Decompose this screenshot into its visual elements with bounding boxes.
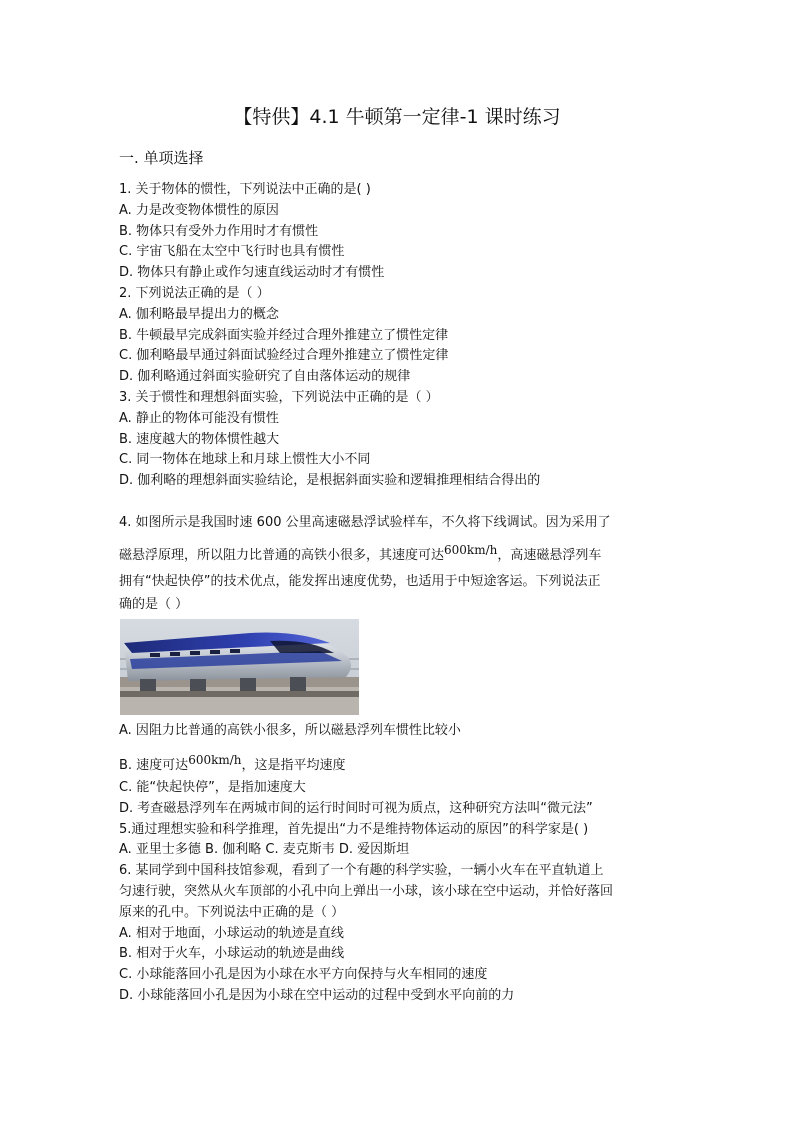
option-line: D. 伽利略通过斜面实验研究了自由落体运动的规律 xyxy=(119,369,411,385)
question-4-option-b xyxy=(119,752,681,778)
questions-1-3 xyxy=(119,180,679,492)
option-line: B. 牛顿最早完成斜面实验并经过合理外推建立了惯性定律 xyxy=(119,327,449,343)
question-2-stem: 2. 下列说法正确的是（ ） xyxy=(119,285,270,301)
option-line: A. 因阻力比普通的高铁小很多，所以磁悬浮列车惯性比较小 xyxy=(119,723,461,738)
page-title: 【特供】4.1 牛顿第一定律-1 课时练习 xyxy=(233,106,561,128)
question-4-line: 拥有“快起快停”的技术优点，能发挥出速度优势，也适用于中短途客运。下列说法正 xyxy=(119,574,601,589)
question-3-stem: 3. 关于惯性和理想斜面实验，下列说法中正确的是（ ） xyxy=(119,389,439,405)
option-line: A. 亚里士多德 B. 伽利略 C. 麦克斯韦 D. 爱因斯坦 xyxy=(119,842,410,858)
option-line: B. 速度越大的物体惯性越大 xyxy=(119,431,280,447)
question-6-stem: 原来的孔中。下列说法中正确的是（ ） xyxy=(119,904,345,920)
question-4-option-a xyxy=(119,718,681,744)
option-line: D. 物体只有静止或作匀速直线运动时才有惯性 xyxy=(119,265,385,281)
section-heading: 一. 单项选择 xyxy=(119,149,204,167)
question-4-stem xyxy=(119,510,681,536)
option-line: A. 静止的物体可能没有惯性 xyxy=(119,410,279,426)
option-line: C. 小球能落回小孔是因为小球在水平方向保持与火车相同的速度 xyxy=(119,967,488,983)
question-5-stem: 5.通过理想实验和科学推理，首先提出“力不是维持物体运动的原因”的科学家是( ) xyxy=(119,821,589,837)
option-text: ，这是指平均速度 xyxy=(241,758,346,773)
question-6-stem: 6. 某同学到中国科技馆参观，看到了一个有趣的科学实验，一辆小火车在平直轨道上 xyxy=(119,863,604,879)
question-6-stem: 匀速行驶，突然从火车顶部的小孔中向上弹出一小球，该小球在空中运动，并恰好落回 xyxy=(119,883,614,899)
questions-4-6 xyxy=(119,778,689,1007)
question-4-line: 确的是（ ） xyxy=(119,597,189,612)
option-line: A. 力是改变物体惯性的原因 xyxy=(119,202,279,218)
option-line: C. 宇宙飞船在太空中飞行时也具有惯性 xyxy=(119,244,345,260)
option-line: A. 相对于地面，小球运动的轨迹是直线 xyxy=(119,925,344,941)
question-4-line: 4. 如图所示是我国时速 600 公里高速磁悬浮试验样车，不久将下线调试。因为采用了 xyxy=(119,515,611,530)
option-line: B. 相对于火车，小球运动的轨迹是曲线 xyxy=(119,946,345,962)
maglev-train-photo xyxy=(120,619,359,715)
speed-value: 600km/h xyxy=(188,753,242,767)
option-line: C. 能“快起快停”，是指加速度大 xyxy=(119,780,306,795)
question-4-line-4 xyxy=(119,592,681,618)
option-line: A. 伽利略最早提出力的概念 xyxy=(119,306,279,322)
option-line: D. 伽利略的理想斜面实验结论，是根据斜面实验和逻辑推理相结合得出的 xyxy=(119,473,541,489)
option-text: B. 速度可达 xyxy=(119,758,189,773)
question-4-text: 磁悬浮原理，所以阻力比普通的高铁小很多，其速度可达 xyxy=(119,548,445,563)
question-4-line-2 xyxy=(119,542,681,568)
option-line: C. 同一物体在地球上和月球上惯性大小不同 xyxy=(119,452,371,468)
speed-value: 600km/h xyxy=(444,543,498,557)
question-4-text: ，高速磁悬浮列车 xyxy=(497,548,602,563)
option-line: D. 考查磁悬浮列车在两城市间的运行时间时可视为质点，这种研究方法叫“微元法” xyxy=(119,800,593,816)
option-line: B. 物体只有受外力作用时才有惯性 xyxy=(119,223,319,239)
question-1-stem: 1. 关于物体的惯性，下列说法中正确的是( ) xyxy=(119,182,371,197)
option-line: D. 小球能落回小孔是因为小球在空中运动的过程中受到水平向前的力 xyxy=(119,987,515,1003)
option-line: C. 伽利略最早通过斜面试验经过合理外推建立了惯性定律 xyxy=(119,348,449,364)
